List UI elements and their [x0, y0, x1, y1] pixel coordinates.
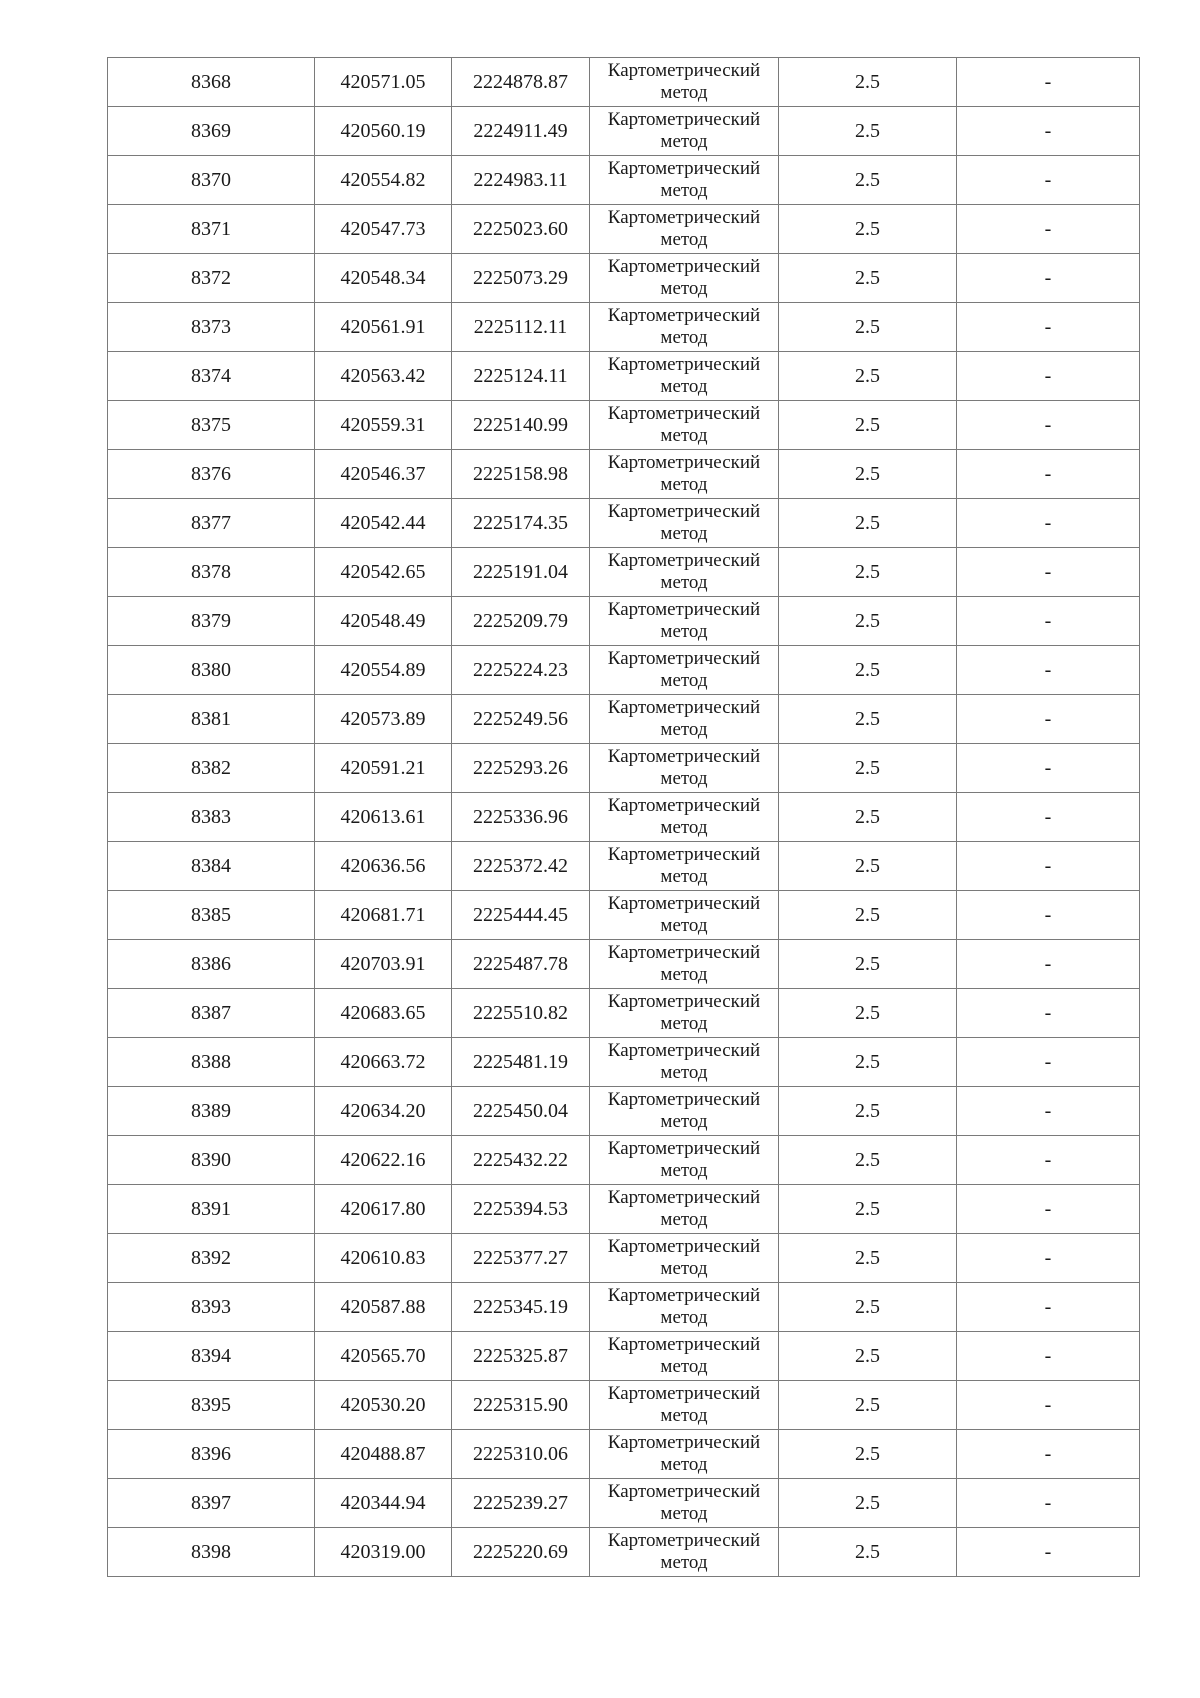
table-row [108, 1087, 1140, 1136]
accuracy-cell: 2.5 [779, 1381, 957, 1430]
point-number-cell: 8396 [108, 1430, 315, 1479]
method-line-2: метод [660, 572, 708, 593]
method-line-1: Картометрический [607, 354, 761, 375]
accuracy-cell: 2.5 [779, 1332, 957, 1381]
method-cell [590, 156, 779, 205]
y-coordinate-cell: 2225191.04 [452, 548, 590, 597]
description-cell: - [957, 58, 1140, 107]
description-cell: - [957, 303, 1140, 352]
table-row [108, 1283, 1140, 1332]
accuracy-cell: 2.5 [779, 744, 957, 793]
point-number-cell: 8381 [108, 695, 315, 744]
method-line-1: Картометрический [607, 942, 761, 963]
accuracy-cell: 2.5 [779, 156, 957, 205]
method-line-2: метод [660, 1160, 708, 1181]
x-coordinate-cell: 420559.31 [315, 401, 452, 450]
method-line-2: метод [660, 1405, 708, 1426]
method-line-1: Картометрический [607, 1285, 761, 1306]
table-row [108, 597, 1140, 646]
y-coordinate-cell: 2225481.19 [452, 1038, 590, 1087]
x-coordinate-cell: 420663.72 [315, 1038, 452, 1087]
method-line-2: метод [660, 1454, 708, 1475]
x-coordinate-cell: 420554.82 [315, 156, 452, 205]
y-coordinate-cell: 2225444.45 [452, 891, 590, 940]
x-coordinate-cell: 420587.88 [315, 1283, 452, 1332]
y-coordinate-cell: 2225224.23 [452, 646, 590, 695]
y-coordinate-cell: 2225345.19 [452, 1283, 590, 1332]
x-coordinate-cell: 420571.05 [315, 58, 452, 107]
description-cell: - [957, 107, 1140, 156]
method-line-2: метод [660, 1013, 708, 1034]
accuracy-cell: 2.5 [779, 1136, 957, 1185]
table-row [108, 401, 1140, 450]
y-coordinate-cell: 2225487.78 [452, 940, 590, 989]
point-number-cell: 8372 [108, 254, 315, 303]
y-coordinate-cell: 2225140.99 [452, 401, 590, 450]
method-line-1: Картометрический [607, 1138, 761, 1159]
method-cell [590, 499, 779, 548]
x-coordinate-cell: 420530.20 [315, 1381, 452, 1430]
accuracy-cell: 2.5 [779, 548, 957, 597]
y-coordinate-cell: 2225209.79 [452, 597, 590, 646]
y-coordinate-cell: 2225394.53 [452, 1185, 590, 1234]
description-cell: - [957, 205, 1140, 254]
accuracy-cell: 2.5 [779, 793, 957, 842]
x-coordinate-cell: 420613.61 [315, 793, 452, 842]
y-coordinate-cell: 2225510.82 [452, 989, 590, 1038]
accuracy-cell: 2.5 [779, 303, 957, 352]
method-line-2: метод [660, 82, 708, 103]
method-line-1: Картометрический [607, 1432, 761, 1453]
method-cell [590, 940, 779, 989]
table-row [108, 989, 1140, 1038]
method-cell [590, 695, 779, 744]
y-coordinate-cell: 2225372.42 [452, 842, 590, 891]
accuracy-cell: 2.5 [779, 940, 957, 989]
method-line-2: метод [660, 1258, 708, 1279]
y-coordinate-cell: 2225158.98 [452, 450, 590, 499]
accuracy-cell: 2.5 [779, 107, 957, 156]
method-cell [590, 744, 779, 793]
y-coordinate-cell: 2225310.06 [452, 1430, 590, 1479]
y-coordinate-cell: 2225432.22 [452, 1136, 590, 1185]
x-coordinate-cell: 420565.70 [315, 1332, 452, 1381]
point-number-cell: 8382 [108, 744, 315, 793]
method-cell [590, 303, 779, 352]
method-line-2: метод [660, 278, 708, 299]
table-row [108, 1136, 1140, 1185]
method-line-1: Картометрический [607, 991, 761, 1012]
table-row [108, 58, 1140, 107]
point-number-cell: 8391 [108, 1185, 315, 1234]
table-row [108, 450, 1140, 499]
x-coordinate-cell: 420591.21 [315, 744, 452, 793]
method-line-1: Картометрический [607, 648, 761, 669]
method-line-2: метод [660, 1111, 708, 1132]
method-line-2: метод [660, 866, 708, 887]
accuracy-cell: 2.5 [779, 989, 957, 1038]
description-cell: - [957, 1087, 1140, 1136]
x-coordinate-cell: 420610.83 [315, 1234, 452, 1283]
x-coordinate-cell: 420561.91 [315, 303, 452, 352]
x-coordinate-cell: 420548.49 [315, 597, 452, 646]
description-cell: - [957, 842, 1140, 891]
accuracy-cell: 2.5 [779, 1479, 957, 1528]
method-cell [590, 989, 779, 1038]
method-line-2: метод [660, 131, 708, 152]
x-coordinate-cell: 420319.00 [315, 1528, 452, 1577]
coordinates-table [107, 57, 1140, 1577]
table-row [108, 499, 1140, 548]
method-line-2: метод [660, 1209, 708, 1230]
x-coordinate-cell: 420548.34 [315, 254, 452, 303]
accuracy-cell: 2.5 [779, 1430, 957, 1479]
description-cell: - [957, 744, 1140, 793]
y-coordinate-cell: 2225325.87 [452, 1332, 590, 1381]
description-cell: - [957, 156, 1140, 205]
description-cell: - [957, 450, 1140, 499]
table-row [108, 303, 1140, 352]
method-cell [590, 842, 779, 891]
method-cell [590, 205, 779, 254]
point-number-cell: 8388 [108, 1038, 315, 1087]
method-line-2: метод [660, 425, 708, 446]
method-line-1: Картометрический [607, 1530, 761, 1551]
x-coordinate-cell: 420636.56 [315, 842, 452, 891]
table-row [108, 352, 1140, 401]
accuracy-cell: 2.5 [779, 254, 957, 303]
point-number-cell: 8384 [108, 842, 315, 891]
method-cell [590, 401, 779, 450]
method-line-1: Картометрический [607, 893, 761, 914]
table-row [108, 891, 1140, 940]
method-line-1: Картометрический [607, 305, 761, 326]
point-number-cell: 8386 [108, 940, 315, 989]
description-cell: - [957, 499, 1140, 548]
method-line-2: метод [660, 474, 708, 495]
description-cell: - [957, 352, 1140, 401]
table-row [108, 1234, 1140, 1283]
x-coordinate-cell: 420542.65 [315, 548, 452, 597]
method-line-1: Картометрический [607, 1481, 761, 1502]
method-line-1: Картометрический [607, 452, 761, 473]
point-number-cell: 8383 [108, 793, 315, 842]
x-coordinate-cell: 420344.94 [315, 1479, 452, 1528]
method-line-1: Картометрический [607, 1187, 761, 1208]
y-coordinate-cell: 2224911.49 [452, 107, 590, 156]
method-cell [590, 1038, 779, 1087]
method-cell [590, 450, 779, 499]
method-line-2: метод [660, 180, 708, 201]
point-number-cell: 8380 [108, 646, 315, 695]
point-number-cell: 8378 [108, 548, 315, 597]
method-cell [590, 1381, 779, 1430]
table-row [108, 548, 1140, 597]
y-coordinate-cell: 2225220.69 [452, 1528, 590, 1577]
point-number-cell: 8376 [108, 450, 315, 499]
table-row [108, 1479, 1140, 1528]
accuracy-cell: 2.5 [779, 58, 957, 107]
x-coordinate-cell: 420488.87 [315, 1430, 452, 1479]
method-line-1: Картометрический [607, 550, 761, 571]
description-cell: - [957, 254, 1140, 303]
x-coordinate-cell: 420683.65 [315, 989, 452, 1038]
table-row [108, 646, 1140, 695]
y-coordinate-cell: 2224878.87 [452, 58, 590, 107]
y-coordinate-cell: 2225450.04 [452, 1087, 590, 1136]
accuracy-cell: 2.5 [779, 1087, 957, 1136]
y-coordinate-cell: 2225023.60 [452, 205, 590, 254]
method-line-2: метод [660, 523, 708, 544]
description-cell: - [957, 1479, 1140, 1528]
description-cell: - [957, 1234, 1140, 1283]
y-coordinate-cell: 2224983.11 [452, 156, 590, 205]
accuracy-cell: 2.5 [779, 842, 957, 891]
x-coordinate-cell: 420563.42 [315, 352, 452, 401]
method-cell [590, 1332, 779, 1381]
method-line-1: Картометрический [607, 599, 761, 620]
point-number-cell: 8390 [108, 1136, 315, 1185]
method-line-1: Картометрический [607, 1040, 761, 1061]
description-cell: - [957, 1528, 1140, 1577]
method-cell [590, 1528, 779, 1577]
method-cell [590, 1087, 779, 1136]
method-cell [590, 1185, 779, 1234]
table-row [108, 842, 1140, 891]
method-line-2: метод [660, 376, 708, 397]
description-cell: - [957, 940, 1140, 989]
accuracy-cell: 2.5 [779, 401, 957, 450]
description-cell: - [957, 989, 1140, 1038]
method-line-1: Картометрический [607, 1334, 761, 1355]
method-line-2: метод [660, 817, 708, 838]
table-row [108, 744, 1140, 793]
accuracy-cell: 2.5 [779, 695, 957, 744]
table-row [108, 793, 1140, 842]
method-line-2: метод [660, 1356, 708, 1377]
method-line-2: метод [660, 915, 708, 936]
method-line-2: метод [660, 621, 708, 642]
description-cell: - [957, 1185, 1140, 1234]
x-coordinate-cell: 420547.73 [315, 205, 452, 254]
method-line-1: Картометрический [607, 256, 761, 277]
x-coordinate-cell: 420622.16 [315, 1136, 452, 1185]
x-coordinate-cell: 420560.19 [315, 107, 452, 156]
accuracy-cell: 2.5 [779, 1185, 957, 1234]
table-row [108, 1332, 1140, 1381]
method-line-2: метод [660, 719, 708, 740]
table-row [108, 205, 1140, 254]
description-cell: - [957, 548, 1140, 597]
point-number-cell: 8397 [108, 1479, 315, 1528]
accuracy-cell: 2.5 [779, 1038, 957, 1087]
accuracy-cell: 2.5 [779, 1528, 957, 1577]
method-cell [590, 1430, 779, 1479]
table-row [108, 1430, 1140, 1479]
description-cell: - [957, 1381, 1140, 1430]
method-line-1: Картометрический [607, 60, 761, 81]
method-line-1: Картометрический [607, 844, 761, 865]
accuracy-cell: 2.5 [779, 450, 957, 499]
x-coordinate-cell: 420573.89 [315, 695, 452, 744]
table-row [108, 1381, 1140, 1430]
x-coordinate-cell: 420703.91 [315, 940, 452, 989]
table-row [108, 156, 1140, 205]
table-body [108, 58, 1140, 1577]
method-line-2: метод [660, 1062, 708, 1083]
method-cell [590, 548, 779, 597]
method-cell [590, 352, 779, 401]
accuracy-cell: 2.5 [779, 352, 957, 401]
point-number-cell: 8379 [108, 597, 315, 646]
point-number-cell: 8371 [108, 205, 315, 254]
method-cell [590, 107, 779, 156]
point-number-cell: 8394 [108, 1332, 315, 1381]
x-coordinate-cell: 420681.71 [315, 891, 452, 940]
method-cell [590, 793, 779, 842]
table-row [108, 1038, 1140, 1087]
point-number-cell: 8395 [108, 1381, 315, 1430]
accuracy-cell: 2.5 [779, 499, 957, 548]
point-number-cell: 8377 [108, 499, 315, 548]
method-line-1: Картометрический [607, 109, 761, 130]
method-cell [590, 597, 779, 646]
description-cell: - [957, 597, 1140, 646]
y-coordinate-cell: 2225239.27 [452, 1479, 590, 1528]
point-number-cell: 8370 [108, 156, 315, 205]
accuracy-cell: 2.5 [779, 891, 957, 940]
point-number-cell: 8369 [108, 107, 315, 156]
point-number-cell: 8389 [108, 1087, 315, 1136]
table-row [108, 1185, 1140, 1234]
accuracy-cell: 2.5 [779, 1283, 957, 1332]
y-coordinate-cell: 2225249.56 [452, 695, 590, 744]
method-cell [590, 1479, 779, 1528]
method-line-2: метод [660, 768, 708, 789]
description-cell: - [957, 891, 1140, 940]
method-line-2: метод [660, 1503, 708, 1524]
point-number-cell: 8368 [108, 58, 315, 107]
y-coordinate-cell: 2225073.29 [452, 254, 590, 303]
x-coordinate-cell: 420542.44 [315, 499, 452, 548]
x-coordinate-cell: 420554.89 [315, 646, 452, 695]
description-cell: - [957, 401, 1140, 450]
table-row [108, 254, 1140, 303]
method-line-2: метод [660, 1552, 708, 1573]
method-line-1: Картометрический [607, 501, 761, 522]
y-coordinate-cell: 2225315.90 [452, 1381, 590, 1430]
method-line-1: Картометрический [607, 1089, 761, 1110]
y-coordinate-cell: 2225124.11 [452, 352, 590, 401]
table-row [108, 940, 1140, 989]
y-coordinate-cell: 2225336.96 [452, 793, 590, 842]
description-cell: - [957, 695, 1140, 744]
method-cell [590, 1136, 779, 1185]
description-cell: - [957, 646, 1140, 695]
table-row [108, 107, 1140, 156]
description-cell: - [957, 1136, 1140, 1185]
description-cell: - [957, 1332, 1140, 1381]
table-row [108, 695, 1140, 744]
x-coordinate-cell: 420617.80 [315, 1185, 452, 1234]
y-coordinate-cell: 2225112.11 [452, 303, 590, 352]
method-line-1: Картометрический [607, 795, 761, 816]
method-line-1: Картометрический [607, 158, 761, 179]
method-line-1: Картометрический [607, 697, 761, 718]
y-coordinate-cell: 2225174.35 [452, 499, 590, 548]
point-number-cell: 8375 [108, 401, 315, 450]
method-line-2: метод [660, 229, 708, 250]
method-line-2: метод [660, 964, 708, 985]
point-number-cell: 8398 [108, 1528, 315, 1577]
point-number-cell: 8393 [108, 1283, 315, 1332]
point-number-cell: 8373 [108, 303, 315, 352]
method-cell [590, 891, 779, 940]
method-cell [590, 1283, 779, 1332]
method-cell [590, 646, 779, 695]
method-line-2: метод [660, 327, 708, 348]
method-line-1: Картометрический [607, 207, 761, 228]
point-number-cell: 8374 [108, 352, 315, 401]
description-cell: - [957, 1430, 1140, 1479]
point-number-cell: 8392 [108, 1234, 315, 1283]
accuracy-cell: 2.5 [779, 646, 957, 695]
method-cell [590, 254, 779, 303]
table-row [108, 1528, 1140, 1577]
method-line-2: метод [660, 670, 708, 691]
method-line-1: Картометрический [607, 1236, 761, 1257]
x-coordinate-cell: 420634.20 [315, 1087, 452, 1136]
method-line-1: Картометрический [607, 403, 761, 424]
point-number-cell: 8387 [108, 989, 315, 1038]
y-coordinate-cell: 2225293.26 [452, 744, 590, 793]
method-cell [590, 1234, 779, 1283]
description-cell: - [957, 1283, 1140, 1332]
x-coordinate-cell: 420546.37 [315, 450, 452, 499]
y-coordinate-cell: 2225377.27 [452, 1234, 590, 1283]
point-number-cell: 8385 [108, 891, 315, 940]
accuracy-cell: 2.5 [779, 597, 957, 646]
method-line-2: метод [660, 1307, 708, 1328]
accuracy-cell: 2.5 [779, 1234, 957, 1283]
method-cell [590, 58, 779, 107]
accuracy-cell: 2.5 [779, 205, 957, 254]
method-line-1: Картометрический [607, 746, 761, 767]
description-cell: - [957, 793, 1140, 842]
description-cell: - [957, 1038, 1140, 1087]
method-line-1: Картометрический [607, 1383, 761, 1404]
